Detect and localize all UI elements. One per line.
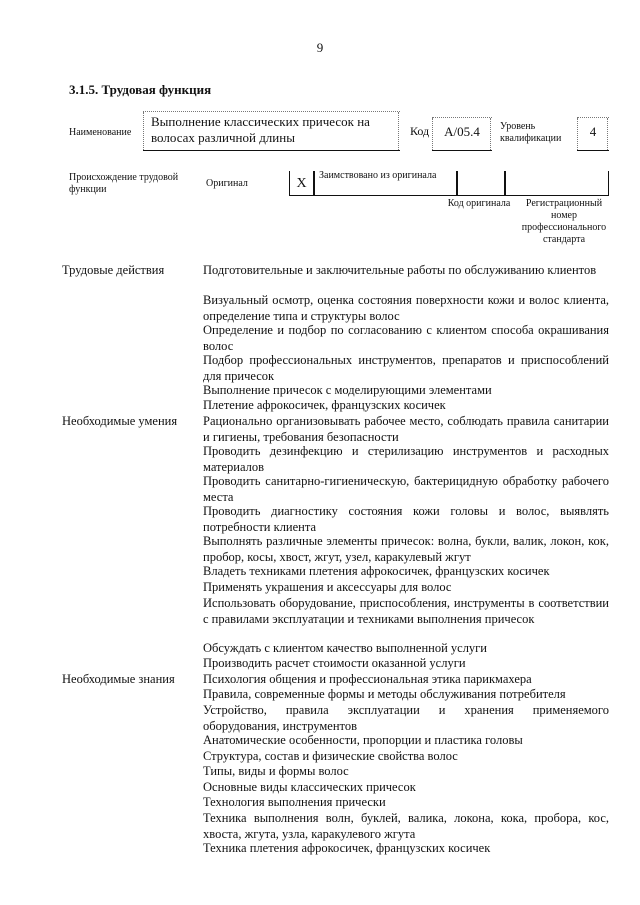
list-item: Психология общения и профессиональная этика парикмахера: [203, 672, 532, 686]
list-item: Владеть техниками плетения афрокосичек, французских косичек: [203, 564, 550, 578]
list-item: Структура, состав и физические свойства волос: [203, 749, 458, 763]
list-item: Правила, современные формы и методы обслуживания потребителя: [203, 687, 566, 701]
section-heading: 3.1.5. Трудовая функция: [69, 82, 212, 97]
list-item: Подбор профессиональных инструментов, препаратов и приспособлений для причесок: [203, 353, 609, 383]
list-item: Использовать оборудование, приспособления, инструменты в соответствии с правилами эксплуатации и техниками выполнения причесок: [203, 596, 609, 626]
list-item: Проводить санитарно-гигиеническую, бактерицидную обработку рабочего места: [203, 474, 609, 504]
reg-number-box: [505, 165, 609, 196]
name-label: Наименование: [69, 127, 132, 138]
list-item: Техника плетения афрокосичек, французских косичек: [203, 841, 491, 855]
list-item: Производить расчет стоимости оказанной услуги: [203, 656, 466, 670]
code-label: Код: [410, 124, 430, 138]
list-item: Технология выполнения прически: [203, 795, 386, 809]
level-label: Уровень квалификации: [500, 121, 562, 144]
original-label: Оригинал: [206, 178, 248, 189]
list-item: Применять украшения и аксессуары для волос: [203, 580, 452, 594]
list-item: Плетение афрокосичек, французских косичек: [203, 398, 446, 412]
borrowed-label: Заимствовано из оригинала: [319, 170, 437, 181]
code-value: А/05.4: [444, 124, 480, 139]
list-item: Техника выполнения волн, буклей, валика, локона, кока, пробора, кос, хвоста, жгута, узла, каракулевого жгута: [203, 811, 609, 841]
level-value: 4: [589, 124, 597, 139]
list-item: Устройство, правила эксплуатации и хранения применяемого оборудования, инструментов: [203, 703, 609, 733]
list-item: Проводить диагностику состояния кожи головы и волос, выявлять потребности клиента: [203, 504, 609, 534]
list-item: Подготовительные и заключительные работы по обслуживанию клиентов: [203, 263, 597, 277]
list-item: Определение и подбор по согласованию с клиентом способа окрашивания волос: [203, 323, 609, 353]
list-item: Обсуждать с клиентом качество выполненной услуги: [203, 641, 487, 655]
section-label-actions: Трудовые действия: [62, 263, 165, 277]
section-label-skills: Необходимые умения: [62, 414, 178, 428]
reg-number-caption: Регистрационный номер профессионального стандарта: [521, 198, 607, 245]
page-number: 9: [316, 40, 324, 55]
section-label-knowledge: Необходимые знания: [62, 672, 175, 686]
list-item: Выполнять различные элементы причесок: волна, букли, валик, локон, кок, пробор, косы, хвост, жгут, узел, каракулевый жгут: [203, 534, 609, 564]
origin-label: Происхождение трудовой функции: [69, 172, 179, 195]
original-mark: X: [296, 176, 307, 191]
list-item: Анатомические особенности, пропорции и пластика головы: [203, 733, 523, 747]
code-original-caption: Код оригинала: [447, 198, 511, 209]
list-item: Типы, виды и формы волос: [203, 764, 349, 778]
code-original-box: [457, 165, 505, 196]
list-item: Основные виды классических причесок: [203, 780, 416, 794]
list-item: Проводить дезинфекцию и стерилизацию инструментов и расходных материалов: [203, 444, 609, 474]
list-item: Визуальный осмотр, оценка состояния поверхности кожи и волос клиента, определение типа и структуры волос: [203, 293, 609, 323]
list-item: Рационально организовывать рабочее место, соблюдать правила санитарии и гигиены, требования безопасности: [203, 414, 609, 444]
list-item: Выполнение причесок с моделирующими элементами: [203, 383, 492, 397]
name-value: Выполнение классических причесок на волосах различной длины: [151, 114, 370, 145]
